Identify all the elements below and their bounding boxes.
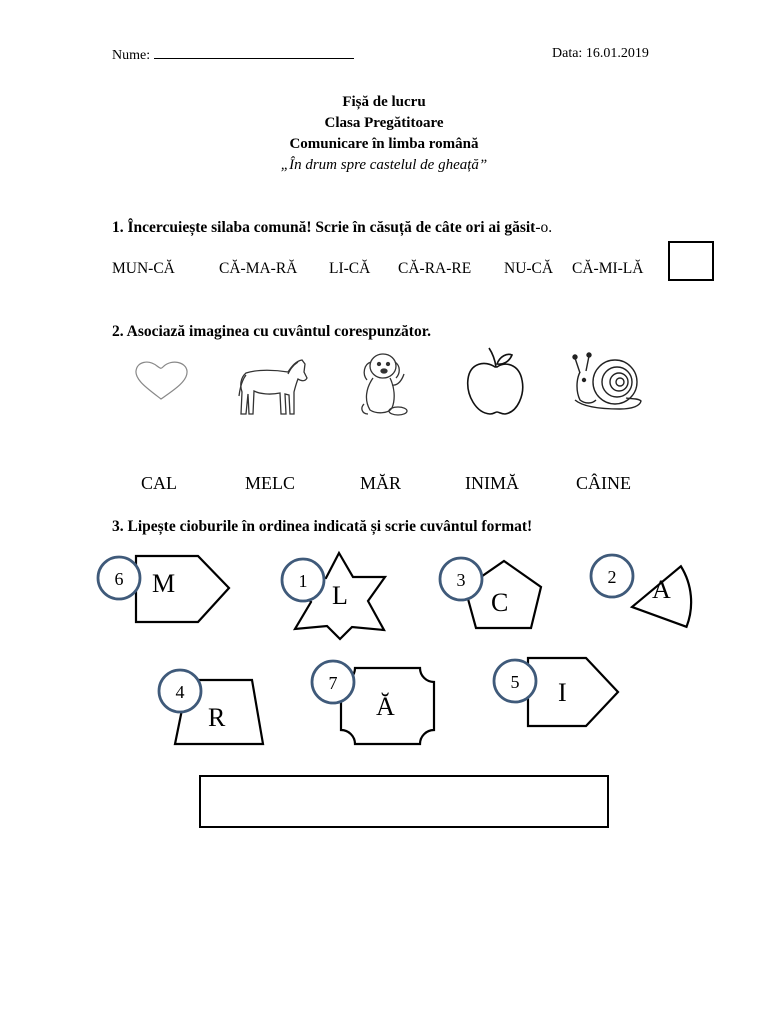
title-line-1: Fișă de lucru [342,94,426,110]
shard-6-M[interactable] [98,556,229,622]
match-word-3[interactable]: MĂR [360,473,402,493]
shard-letter: I [558,678,567,707]
shard-number: 3 [456,570,466,590]
exercise3-instruction: 3. Lipește cioburile în ordinea indicată și scrie cuvântul format! [112,518,533,535]
shard-letter: C [491,588,509,617]
name-underline[interactable] [154,46,354,59]
count-answer-box[interactable] [668,241,714,281]
shard-letter: Ă [376,692,395,721]
match-word-5[interactable]: CÂINE [576,473,631,493]
exercise1-instruction-text: 1. Încercuiește silaba comună! Scrie în căsuță de câte ori ai găsit [112,219,536,236]
shard-number: 2 [607,567,617,587]
match-word-1[interactable]: CAL [141,473,177,493]
syllable-word-3[interactable]: LI-CĂ [329,260,371,277]
shard-7-A-breve[interactable] [312,661,434,744]
name-label: Nume: [112,48,151,63]
match-word-2[interactable]: MELC [245,473,296,493]
horse-icon[interactable] [239,360,307,414]
title-line-3: Comunicare în limba română [289,136,479,152]
shard-1-L[interactable] [282,553,385,639]
syllable-word-1[interactable]: MUN-CĂ [112,260,175,277]
exercise1-instruction-tail: -o. [535,219,553,236]
shard-4-R[interactable] [159,670,263,744]
syllable-word-6[interactable]: CĂ-MI-LĂ [572,260,644,277]
apple-icon[interactable] [468,348,523,414]
shard-2-A[interactable] [591,555,705,627]
shard-letter: R [208,703,226,732]
exercise2-instruction: 2. Asociază imaginea cu cuvântul corespunzător. [112,323,432,340]
date-label: Data: 16.01.2019 [552,46,649,61]
shard-number: 7 [328,673,338,693]
syllable-word-4[interactable]: CĂ-RA-RE [398,260,472,277]
exercise2-images [0,340,768,430]
title-line-4: „În drum spre castelul de gheață” [280,157,488,173]
name-field[interactable] [112,46,354,64]
word-answer-box[interactable] [199,775,609,828]
snail-icon[interactable] [573,353,641,409]
shard-3-C[interactable] [440,558,541,628]
shard-area [0,540,768,770]
shard-5-I[interactable] [494,658,618,726]
shard-number: 1 [298,571,308,591]
shard-number: 4 [175,682,185,702]
shard-number: 6 [114,569,124,589]
shard-letter: L [332,581,348,610]
match-word-4[interactable]: INIMĂ [465,473,519,493]
syllable-word-5[interactable]: NU-CĂ [504,260,554,277]
puppy-icon[interactable] [362,354,407,415]
shard-number: 5 [510,672,520,692]
title-line-2: Clasa Pregătitoare [324,115,444,131]
heart-icon[interactable] [136,362,187,399]
syllable-word-2[interactable]: CĂ-MA-RĂ [219,260,298,277]
shard-letter: A [652,575,671,604]
exercise1-instruction [112,219,552,237]
shard-letter: M [152,569,176,598]
